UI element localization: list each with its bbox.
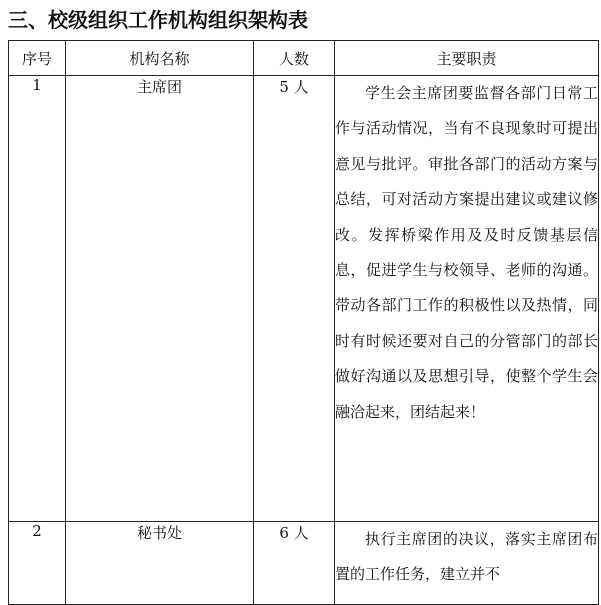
organization-structure-table bbox=[8, 40, 599, 605]
table-row bbox=[9, 522, 599, 605]
table-header-row bbox=[9, 41, 599, 76]
header-serial-number: 序号 bbox=[9, 41, 66, 76]
cell-organization-name: 主席团 bbox=[66, 76, 254, 522]
cell-member-count: 5 人 bbox=[254, 76, 335, 522]
cell-organization-name: 秘书处 bbox=[66, 522, 254, 605]
section-heading: 三、校级组织工作机构组织架构表 bbox=[8, 8, 308, 32]
header-member-count: 人数 bbox=[254, 41, 335, 76]
table-row bbox=[9, 76, 599, 522]
header-main-duties: 主要职责 bbox=[335, 41, 599, 76]
cell-main-duties: 执行主席团的决议，落实主席团布置的工作任务，建立并不 bbox=[335, 522, 599, 605]
cell-main-duties: 学生会主席团要监督各部门日常工作与活动情况，当有不良现象时可提出意见与批评。审批各部门的活动方案与总结，可对活动方案提出建议或建议修改。发挥桥梁作用及及时反馈基层信息，促进学生与校领导、老师的沟通。带动各部门工作的积极性以及热情，同时有时候还要对自己的分管部门的部长做好沟通以及思想引导，使整个学生会融洽起来，团结起来！ bbox=[335, 76, 599, 522]
cell-serial-number: 2 bbox=[9, 522, 66, 605]
header-organization-name: 机构名称 bbox=[66, 41, 254, 76]
cell-member-count: 6 人 bbox=[254, 522, 335, 605]
cell-serial-number: 1 bbox=[9, 76, 66, 522]
